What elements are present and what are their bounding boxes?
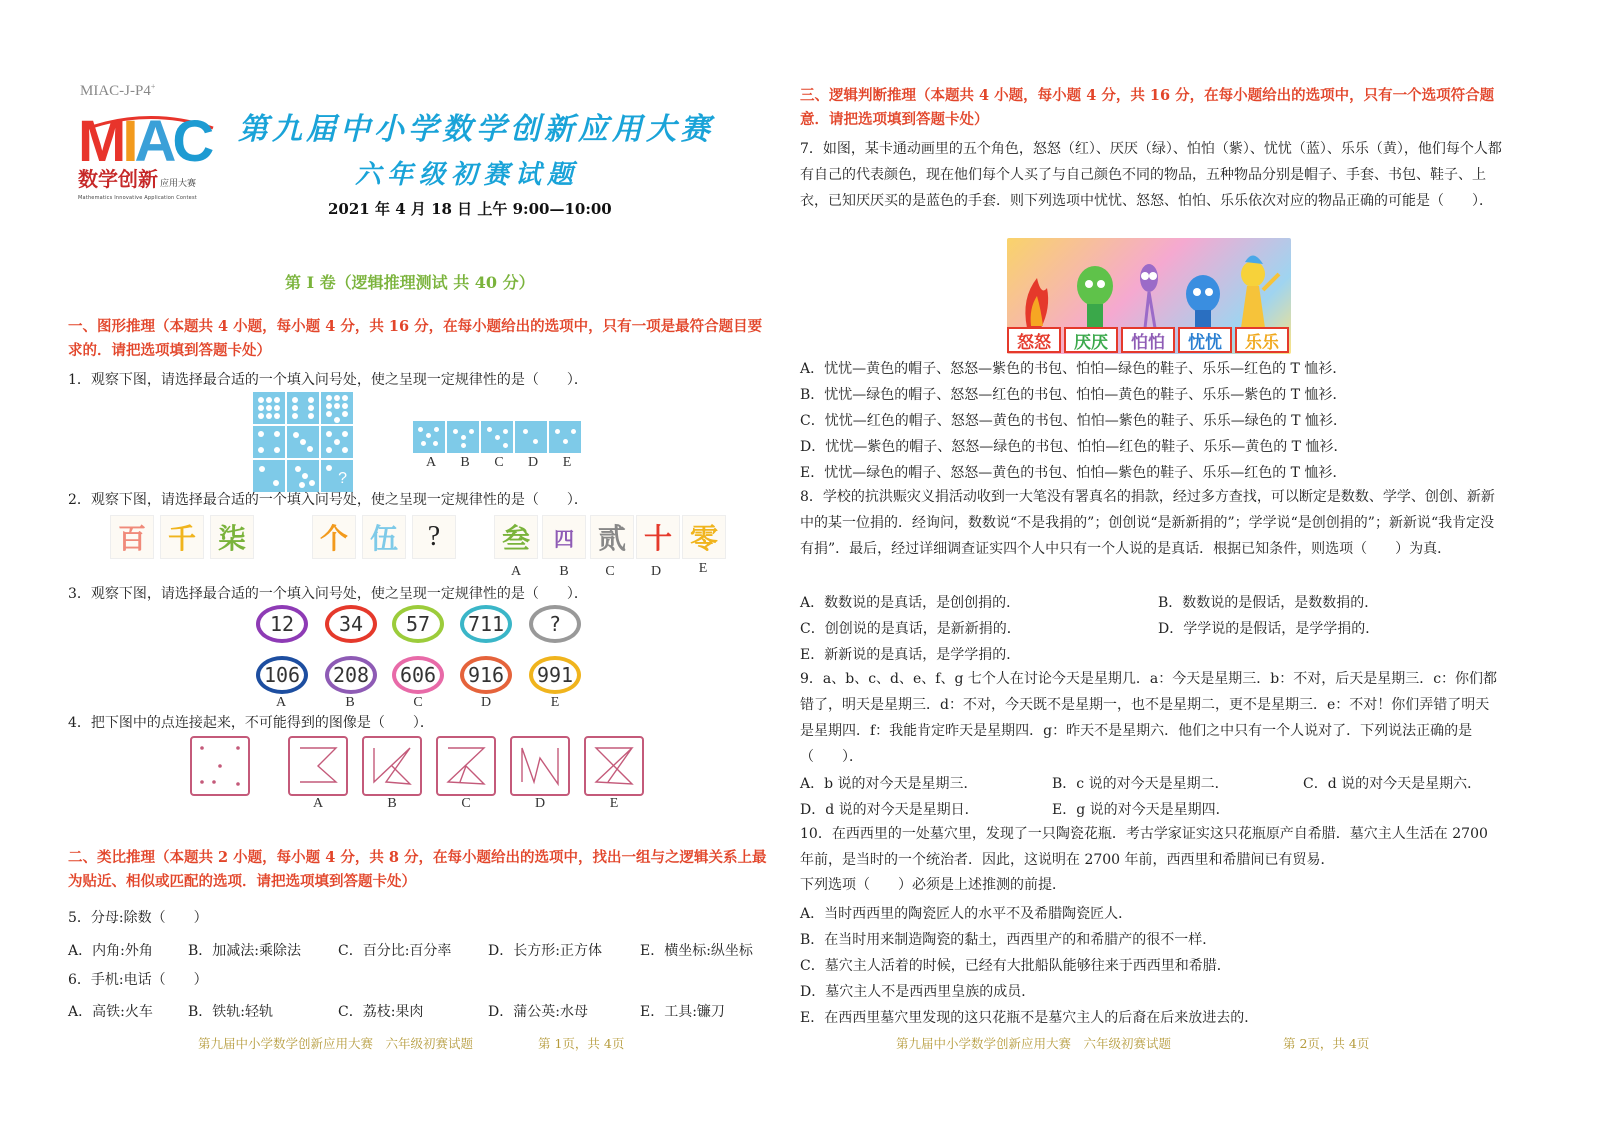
q2-seq-char: 百 <box>110 515 154 559</box>
q1-label-a: A <box>425 455 437 470</box>
section-1-heading: 一、图形推理（本题共 4 小题，每小题 4 分，共 16 分，在每小题给出的选项中，只有一项是最符合题目要求的．请把选项填到答题卡处） <box>68 318 763 359</box>
q5-option-d[interactable]: D．长方形:正方体 <box>488 943 602 959</box>
q2-label-e: E <box>698 561 708 576</box>
q8-option-d[interactable]: D．学学说的是假话，是学学捐的． <box>1158 621 1380 637</box>
q6-option-a[interactable]: A．高铁:火车 <box>68 1004 153 1020</box>
q7-option-b[interactable]: B．忧忧—绿色的帽子、怒怒—红色的书包、怕怕—黄色的鞋子、乐乐—紫色的 T 恤衫． <box>800 387 1347 403</box>
q4-label-d: D <box>534 796 546 811</box>
q3-option-b[interactable]: 208 <box>325 656 377 694</box>
q1-option-e[interactable] <box>549 421 581 453</box>
q8-option-c[interactable]: C．创创说的是真话，是新新捐的． <box>800 621 1021 637</box>
q7-tag-yellow <box>1235 327 1289 353</box>
footer-right-page: 第 2页，共 4页 <box>1283 1036 1370 1051</box>
q7-option-d[interactable]: D．忧忧—紫色的帽子、怒怒—绿色的书包、怕怕—红色的鞋子、乐乐—黄色的 T 恤衫． <box>800 439 1348 455</box>
q3-option-a[interactable]: 106 <box>256 656 308 694</box>
q3-seq-oval: 711 <box>460 605 512 643</box>
q10-option-d[interactable]: D．墓穴主人不是西西里皇族的成员． <box>800 984 1036 1000</box>
section-3-heading: 三、逻辑判断推理（本题共 4 小题，每小题 4 分，共 16 分，在每小题给出的选项中，只有一个选项符合题意．请把选项填到答题卡处） <box>800 87 1495 128</box>
q1-cell <box>287 426 319 458</box>
logo-letters: MIAC <box>78 109 211 174</box>
q9-option-e[interactable]: E．g 说的对今天是星期四． <box>1052 802 1230 818</box>
question-7: 7．如图，某卡通动画里的五个角色，怒怒（红）、厌厌（绿）、怕怕（紫）、忧忧（蓝）、乐乐（黄），他们每个人都有自己的代表颜色，现在他们每个人买了与自己颜色不同的物品，五种物品分别是帽子、手套、书包、鞋子、上衣，已知厌厌买的是蓝色的手套．则下列选项中忧忧、怒怒、怕怕、乐乐依次对应的物品正确的可能是（ ）． <box>800 141 1502 209</box>
q6-option-d[interactable]: D．蒲公英:水母 <box>488 1004 588 1020</box>
exam-code: MIAC-J-P4+ <box>80 82 156 99</box>
miac-logo <box>78 109 218 212</box>
dots-icon <box>192 738 248 794</box>
q5-option-e[interactable]: E．横坐标:纵坐标 <box>640 943 753 959</box>
q3-label-d: D <box>480 695 492 710</box>
logo-english: Mathematics Innovative Application Contest <box>78 195 197 201</box>
q10-option-b[interactable]: B．在当时用来制造陶瓷的黏土，西西里产的和希腊产的很不一样． <box>800 932 1217 948</box>
q1-cell-question: ? <box>321 460 353 492</box>
q7-tag-green <box>1064 327 1118 353</box>
q9-option-c[interactable]: C．d 说的对今天是星期六． <box>1303 776 1482 792</box>
q1-option-b[interactable] <box>447 421 479 453</box>
q4-option-d[interactable] <box>510 736 570 796</box>
shape-a-icon <box>290 738 346 794</box>
question-2: 2．观察下图，请选择最合适的一个填入问号处，使之呈现一定规律性的是（ ）． <box>68 492 588 508</box>
q5-option-c[interactable]: C．百分比:百分率 <box>338 943 452 959</box>
section-2-heading: 二、类比推理（本题共 2 小题，每小题 4 分，共 8 分，在每小题给出的选项中，找出一组与之逻辑关系上最为贴近、相似或匹配的选项．请把选项填到答题卡处） <box>68 849 767 890</box>
tag-label: 乐乐 <box>1245 332 1279 353</box>
q5-option-a[interactable]: A．内角:外角 <box>68 943 153 959</box>
q7-character-tags <box>1007 327 1289 353</box>
question-10-prompt: 下列选项（ ）必须是上述推测的前提． <box>800 877 1066 893</box>
question-8: 8．学校的抗洪赈灾义捐活动收到一大笔没有署真名的捐款，经过多方查找，可以断定是数数、学学、创创、新新中的某一位捐的．经询问，数数说“不是我捐的”；创创说“是新新捐的”；学学说“是创创捐的”；新新说“我肯定没有捐”．最后，经过详细调查证实四个人中只有一个人说的是真话．根据已知条件，则选项（ ）为真． <box>800 489 1495 557</box>
q2-label-a: A <box>510 564 522 579</box>
q2-seq-char: 伍 <box>362 515 406 559</box>
q7-option-e[interactable]: E．忧忧—绿色的帽子、怒怒—黄色的书包、怕怕—紫色的鞋子、乐乐—红色的 T 恤衫． <box>800 465 1347 481</box>
question-5: 5．分母:除数（ ） <box>68 910 208 926</box>
q1-options <box>413 421 581 453</box>
q1-cell <box>287 392 319 424</box>
q2-seq-char: 柒 <box>210 515 254 559</box>
q6-option-e[interactable]: E．工具:镰刀 <box>640 1004 725 1020</box>
q4-option-a[interactable] <box>288 736 348 796</box>
q4-option-e[interactable] <box>584 736 644 796</box>
q1-label-d: D <box>527 455 539 470</box>
q3-label-e: E <box>550 695 560 710</box>
q2-question-mark: ? <box>412 515 456 559</box>
q2-option-a[interactable]: 叁 <box>494 515 538 559</box>
q3-seq-oval: 12 <box>256 605 308 643</box>
q4-label-b: B <box>387 796 397 811</box>
q10-option-c[interactable]: C．墓穴主人活着的时候，已经有大批船队能够往来于西西里和希腊． <box>800 958 1231 974</box>
q1-dice-grid <box>253 392 349 488</box>
q7-option-c[interactable]: C．忧忧—红色的帽子、怒怒—黄色的书包、怕怕—紫色的鞋子、乐乐—绿色的 T 恤衫． <box>800 413 1347 429</box>
q6-option-c[interactable]: C．荔枝:果肉 <box>338 1004 424 1020</box>
question-4: 4．把下图中的点连接起来，不可能得到的图像是（ ）． <box>68 715 434 731</box>
tag-label: 忧忧 <box>1188 332 1222 353</box>
tag-label: 厌厌 <box>1074 332 1108 353</box>
footer-right-title: 第九届中小学数学创新应用大赛 六年级初赛试题 <box>896 1036 1172 1051</box>
q2-label-c: C <box>605 564 615 579</box>
q3-option-d[interactable]: 916 <box>460 656 512 694</box>
q8-option-e[interactable]: E．新新说的是真话，是学学捐的． <box>800 647 1021 663</box>
q3-label-b: B <box>345 695 355 710</box>
q4-label-c: C <box>461 796 471 811</box>
q2-option-e[interactable]: 零 <box>682 515 726 559</box>
q2-label-d: D <box>650 564 662 579</box>
question-10: 10．在西西里的一处墓穴里，发现了一只陶瓷花瓶．考古学家证实这只花瓶原产自希腊．墓穴主人生活在 2700 年前，是当时的一个统治者．因此，这说明在 2700 年前，西西里和希腊间已有贸易． <box>800 826 1488 868</box>
q3-label-a: A <box>275 695 287 710</box>
q2-option-c[interactable]: 贰 <box>590 515 634 559</box>
q3-seq-oval: 34 <box>325 605 377 643</box>
q1-cell <box>253 426 285 458</box>
tag-label: 怒怒 <box>1017 332 1051 353</box>
q4-dot-figure <box>190 736 250 796</box>
q6-option-b[interactable]: B．铁轨:轻轨 <box>188 1004 274 1020</box>
q1-cell <box>321 426 353 458</box>
question-6: 6．手机:电话（ ） <box>68 972 208 988</box>
q1-label-b: B <box>460 455 470 470</box>
shape-c-icon <box>438 738 494 794</box>
q1-option-c[interactable] <box>481 421 513 453</box>
logo-subtitle: 数学创新 应用大赛 <box>78 167 197 191</box>
q3-label-c: C <box>413 695 423 710</box>
q2-label-b: B <box>559 564 569 579</box>
q5-option-b[interactable]: B．加减法:乘除法 <box>188 943 302 959</box>
q8-option-a[interactable]: A．数数说的是真话，是创创捐的． <box>800 595 1021 611</box>
q1-cell <box>321 392 353 424</box>
shape-b-icon <box>364 738 420 794</box>
question-1: 1．观察下图，请选择最合适的一个填入问号处，使之呈现一定规律性的是（ ）． <box>68 372 588 388</box>
q3-option-e[interactable]: 991 <box>529 656 581 694</box>
q9-option-a[interactable]: A．b 说的对今天是星期三． <box>800 776 978 792</box>
q7-tag-red <box>1007 327 1061 353</box>
q2-seq-char: 千 <box>160 515 204 559</box>
tag-label: 怕怕 <box>1131 332 1165 353</box>
q4-option-c[interactable] <box>436 736 496 796</box>
q7-option-a[interactable]: A．忧忧—黄色的帽子、怒怒—紫色的书包、怕怕—绿色的鞋子、乐乐—红色的 T 恤衫． <box>800 361 1347 377</box>
q8-option-b[interactable]: B．数数说的是假话，是数数捐的． <box>1158 595 1379 611</box>
q3-seq-oval-question: ? <box>529 605 581 643</box>
q1-cell <box>253 392 285 424</box>
q4-label-e: E <box>609 796 619 811</box>
q10-option-a[interactable]: A．当时西西里的陶瓷匠人的水平不及希腊陶瓷匠人． <box>800 906 1133 922</box>
q4-label-a: A <box>312 796 324 811</box>
footer-left-title: 第九届中小学数学创新应用大赛 六年级初赛试题 <box>198 1036 474 1051</box>
page-title: 第九届中小学数学创新应用大赛 <box>238 112 714 147</box>
q4-option-b[interactable] <box>362 736 422 796</box>
q2-seq-char: 个 <box>312 515 356 559</box>
q2-option-d[interactable]: 十 <box>636 515 680 559</box>
page-subtitle: 六年级初赛试题 <box>355 160 580 190</box>
q3-option-c[interactable]: 606 <box>392 656 444 694</box>
q7-tag-blue <box>1178 327 1232 353</box>
exam-date: 2021 年 4 月 18 日 上午 9:00—10:00 <box>328 200 612 218</box>
q3-seq-oval: 57 <box>392 605 444 643</box>
question-3: 3．观察下图，请选择最合适的一个填入问号处，使之呈现一定规律性的是（ ）． <box>68 586 588 602</box>
q1-option-d[interactable] <box>515 421 547 453</box>
q1-label-c: C <box>494 455 504 470</box>
question-9: 9．a、b、c、d、e、f、g 七个人在讨论今天是星期几．a：今天是星期三．b：不对，后天是星期三．c：你们都错了，明天是星期三．d：不对，今天既不是星期一，也不是星期二，更不是星期三．e：不对！你们弄错了明天是星期四．f：我能肯定昨天是星期四．g：昨天不是星期六．他们之中只有一个人说对了．下列说法正确的是（ ）． <box>800 671 1498 765</box>
volume-title: 第 I 卷（逻辑推理测试 共 40 分） <box>285 273 535 292</box>
shape-e-icon <box>586 738 642 794</box>
q1-option-a[interactable] <box>413 421 445 453</box>
q9-option-d[interactable]: D．d 说的对今天是星期日． <box>800 802 979 818</box>
footer-left-page: 第 1页，共 4页 <box>538 1036 625 1051</box>
q1-label-e: E <box>562 455 572 470</box>
q7-tag-purple <box>1121 327 1175 353</box>
q9-option-b[interactable]: B．c 说的对今天是星期二． <box>1052 776 1229 792</box>
shape-d-icon <box>512 738 568 794</box>
q2-option-b[interactable]: 四 <box>542 515 586 559</box>
q10-option-e[interactable]: E．在西西里墓穴里发现的这只花瓶不是墓穴主人的后裔在后来放进去的． <box>800 1010 1259 1026</box>
